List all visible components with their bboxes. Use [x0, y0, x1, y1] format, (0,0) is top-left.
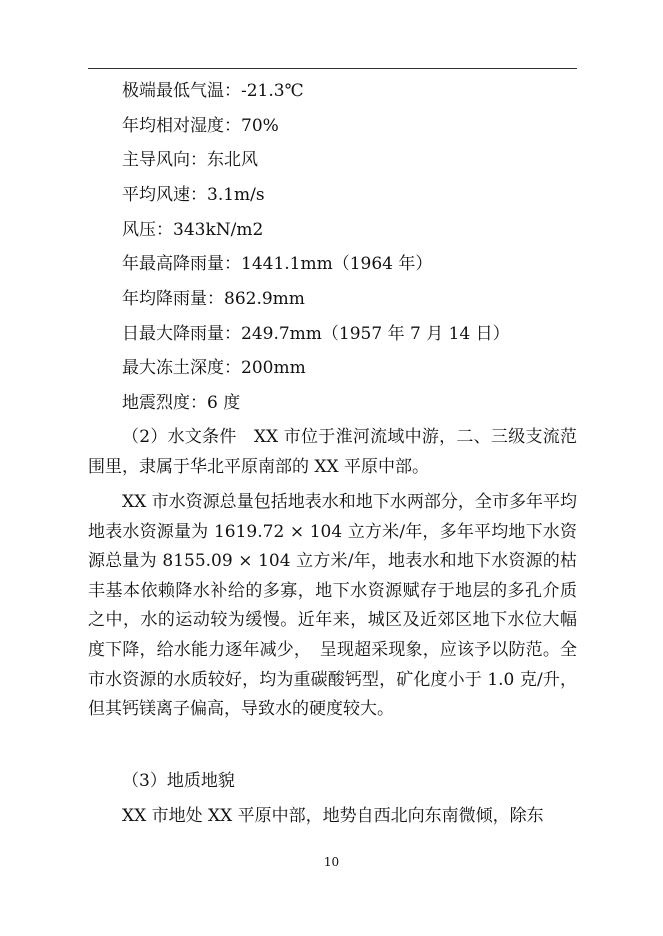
hydrology-paragraph: （2）水文条件 XX 市位于淮河流域中游，二、三级支流范围里，隶属于华北平原南部的 XX 平原中部。 [88, 427, 577, 477]
climate-avg-rainfall: 年均降雨量：862.9mm [122, 289, 305, 309]
climate-wind-speed: 平均风速：3.1m/s [122, 185, 265, 205]
climate-max-rainfall: 年最高降雨量：1441.1mm（1964 年） [122, 254, 433, 274]
water-resources-paragraph: XX 市水资源总量包括地表水和地下水两部分，全市多年平均地表水资源量为 1619.72 × 104 立方米/年，多年平均地下水资源总量为 8155.09 × 104 立方米/年，地表水和地下水资源的枯丰基本依赖降水补给的多寡，地下水资源赋存于地层的多孔介质之中，水的运动较为缓慢。近年来，城区及近郊区地下水位大幅度下降，给水能力逐年减少， 呈现超采现象，应该予以防范。全市水资源的水质较好，均为重碳酸钙型，矿化度小于 1.0 克/升，但其钙镁离子偏高，导致水的硬度较大。 [88, 492, 577, 720]
climate-seismic: 地震烈度：6 度 [122, 393, 241, 413]
climate-wind-direction: 主导风向：东北风 [122, 150, 258, 170]
geology-paragraph: XX 市地处 XX 平原中部，地势自西北向东南微倾，除东 [122, 806, 544, 826]
climate-humidity: 年均相对湿度：70% [122, 116, 279, 136]
climate-frost-depth: 最大冻土深度：200mm [122, 358, 306, 378]
header-rule [88, 68, 577, 69]
page-number: 10 [323, 855, 340, 869]
climate-extreme-low-temp: 极端最低气温：-21.3℃ [122, 81, 304, 101]
geology-heading: （3）地质地貌 [122, 771, 235, 791]
climate-daily-max-rain: 日最大降雨量：249.7mm（1957 年 7 月 14 日） [122, 324, 510, 344]
climate-wind-pressure: 风压：343kN/m2 [122, 220, 264, 240]
